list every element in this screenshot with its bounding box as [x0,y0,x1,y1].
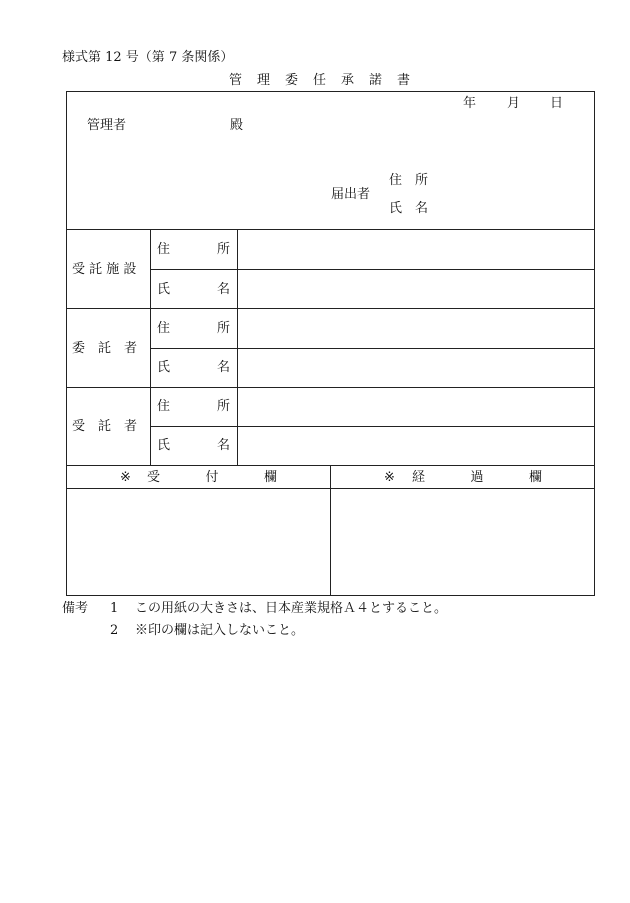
row-facility-address-a: 住 [157,242,171,257]
document-title: 管 理 委 任 承 諾 書 [229,73,412,88]
date-year: 年 [463,96,477,111]
row-trustee-name-b: 名 [217,438,231,453]
honorific: 殿 [230,118,244,133]
row-consignor-name-b: 名 [217,360,231,375]
note-1-text: この用紙の大きさは、日本産業規格Ａ４とすること。 [135,601,448,616]
progress-header: 経 過 欄 [412,470,542,485]
date-month: 月 [507,96,521,111]
reception-header: 受 付 欄 [147,470,277,485]
row-facility-name-a: 氏 [157,282,171,297]
row-facility-address-b: 所 [217,242,231,257]
notifier-address-label: 住 所 [389,173,429,188]
date-day: 日 [550,96,564,111]
row-consignor-address-b: 所 [217,321,231,336]
row-consignor-address-a: 住 [157,321,171,336]
facility-address-field[interactable] [238,230,594,268]
row-trustee-name-a: 氏 [157,438,171,453]
row-consignor-name-a: 氏 [157,360,171,375]
facility-name-field[interactable] [238,270,594,307]
row-facility-label: 受 託 施 設 [72,262,137,277]
notes-label: 備考 [62,601,89,616]
consignor-name-field[interactable] [238,349,594,386]
row-trustee-address-a: 住 [157,399,171,414]
addressee-label: 管理者 [87,118,127,133]
reception-mark: ※ [120,470,131,485]
trustee-name-field[interactable] [238,427,594,464]
row-consignor-label: 委 託 者 [72,341,138,356]
progress-mark: ※ [384,470,395,485]
form-number: 様式第 12 号（第 7 条関係） [62,50,234,65]
row-facility-name-b: 名 [217,282,231,297]
trustee-address-field[interactable] [238,388,594,425]
notifier-name-label: 氏 名 [389,201,429,216]
note-2-text: ※印の欄は記入しないこと。 [135,623,305,638]
row-trustee-address-b: 所 [217,399,231,414]
row-trustee-label: 受 託 者 [72,419,138,434]
note-1-number: 1 [110,601,119,616]
note-2-number: 2 [110,623,119,638]
consignor-address-field[interactable] [238,309,594,347]
notifier-label: 届出者 [331,187,371,202]
